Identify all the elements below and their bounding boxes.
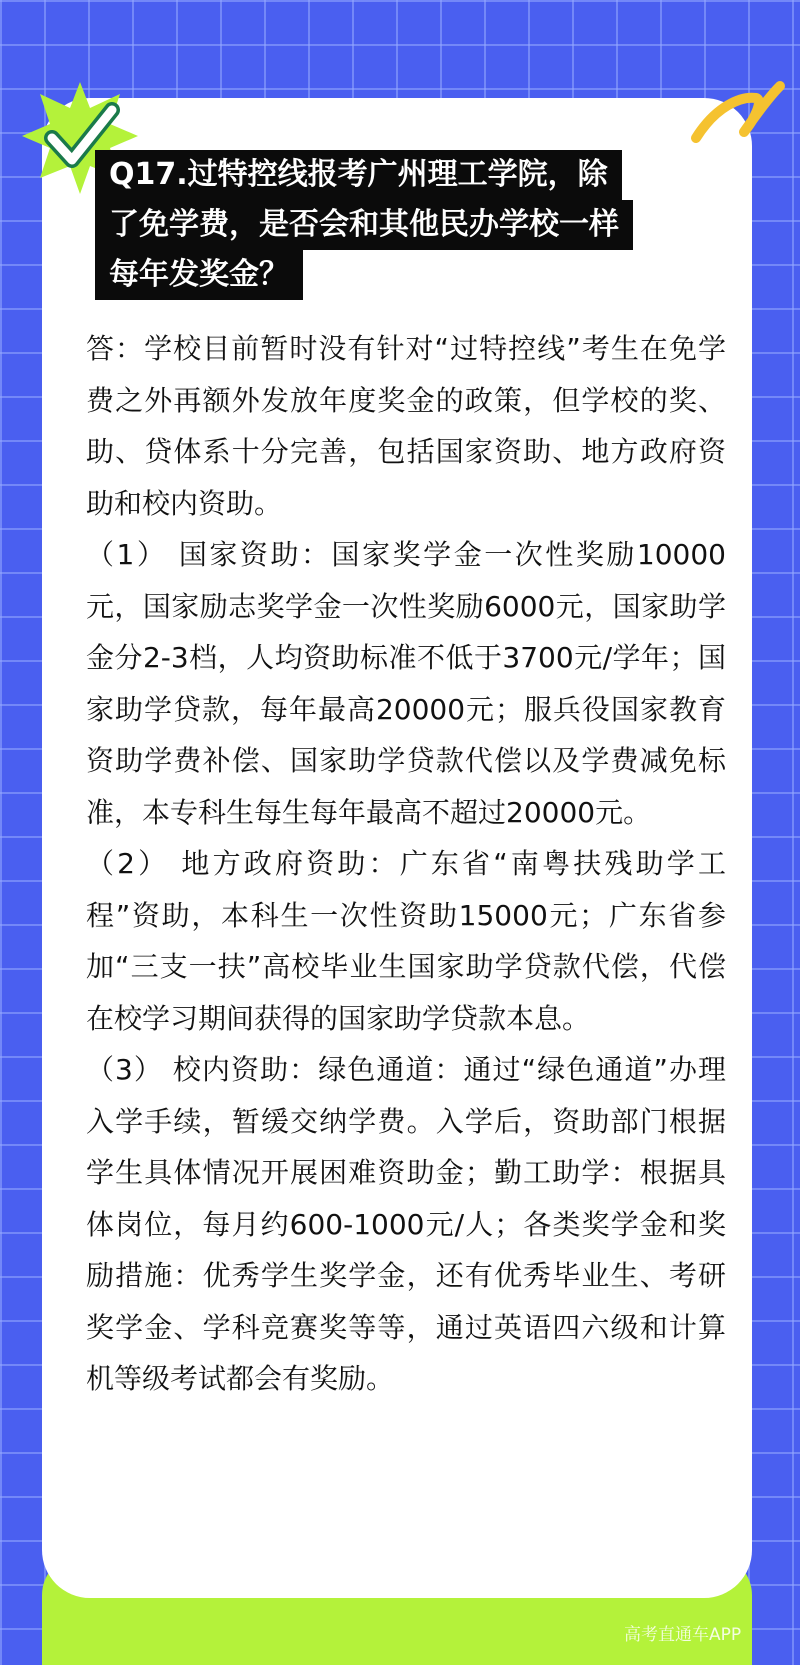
- watermark-text: 高考直通车APP: [624, 1625, 742, 1645]
- answer-intro-paragraph: 答：学校目前暂时没有针对“过特控线”考生在免学费之外再额外发放年度奖金的政策，但学校的奖、助、贷体系十分完善，包括国家资助、地方政府资助和校内资助。: [86, 332, 726, 520]
- question-title: [95, 150, 705, 300]
- answer-local-aid-paragraph: （2） 地方政府资助：广东省“南粤扶残助学工程”资助，本科生一次性资助15000元；广东省参加“三支一扶”高校毕业生国家助学贷款代偿，代偿在校学习期间获得的国家助学贷款本息。: [86, 847, 726, 1035]
- question-title-line-1: Q17.过特控线报考广州理工学院，除: [95, 150, 622, 200]
- answer-national-aid-paragraph: （1） 国家资助：国家奖学金一次性奖励10000元，国家励志奖学金一次性奖励6000元，国家助学金分2-3档，人均资助标准不低于3700元/学年；国家助学贷款，每年最高20000元；服兵役国家教育资助学费补偿、国家助学贷款代偿以及学费减免标准，本专科生每生每年最高不超过20000元。: [86, 538, 726, 829]
- question-title-line-2: 了免学费，是否会和其他民办学校一样: [95, 200, 633, 250]
- answer-campus-aid-paragraph: （3） 校内资助：绿色通道：通过“绿色通道”办理入学手续，暂缓交纳学费。入学后，资助部门根据学生具体情况开展困难资助金；勤工助学：根据具体岗位，每月约600-1000元/人；各类奖学金和奖励措施：优秀学生奖学金，还有优秀毕业生、考研奖学金、学科竞赛奖等等，通过英语四六级和计算机等级考试都会有奖励。: [86, 1053, 726, 1395]
- swoosh-decoration-icon: [686, 76, 786, 156]
- answer-body: [86, 323, 726, 1405]
- question-title-line-3: 每年发奖金？: [95, 250, 303, 300]
